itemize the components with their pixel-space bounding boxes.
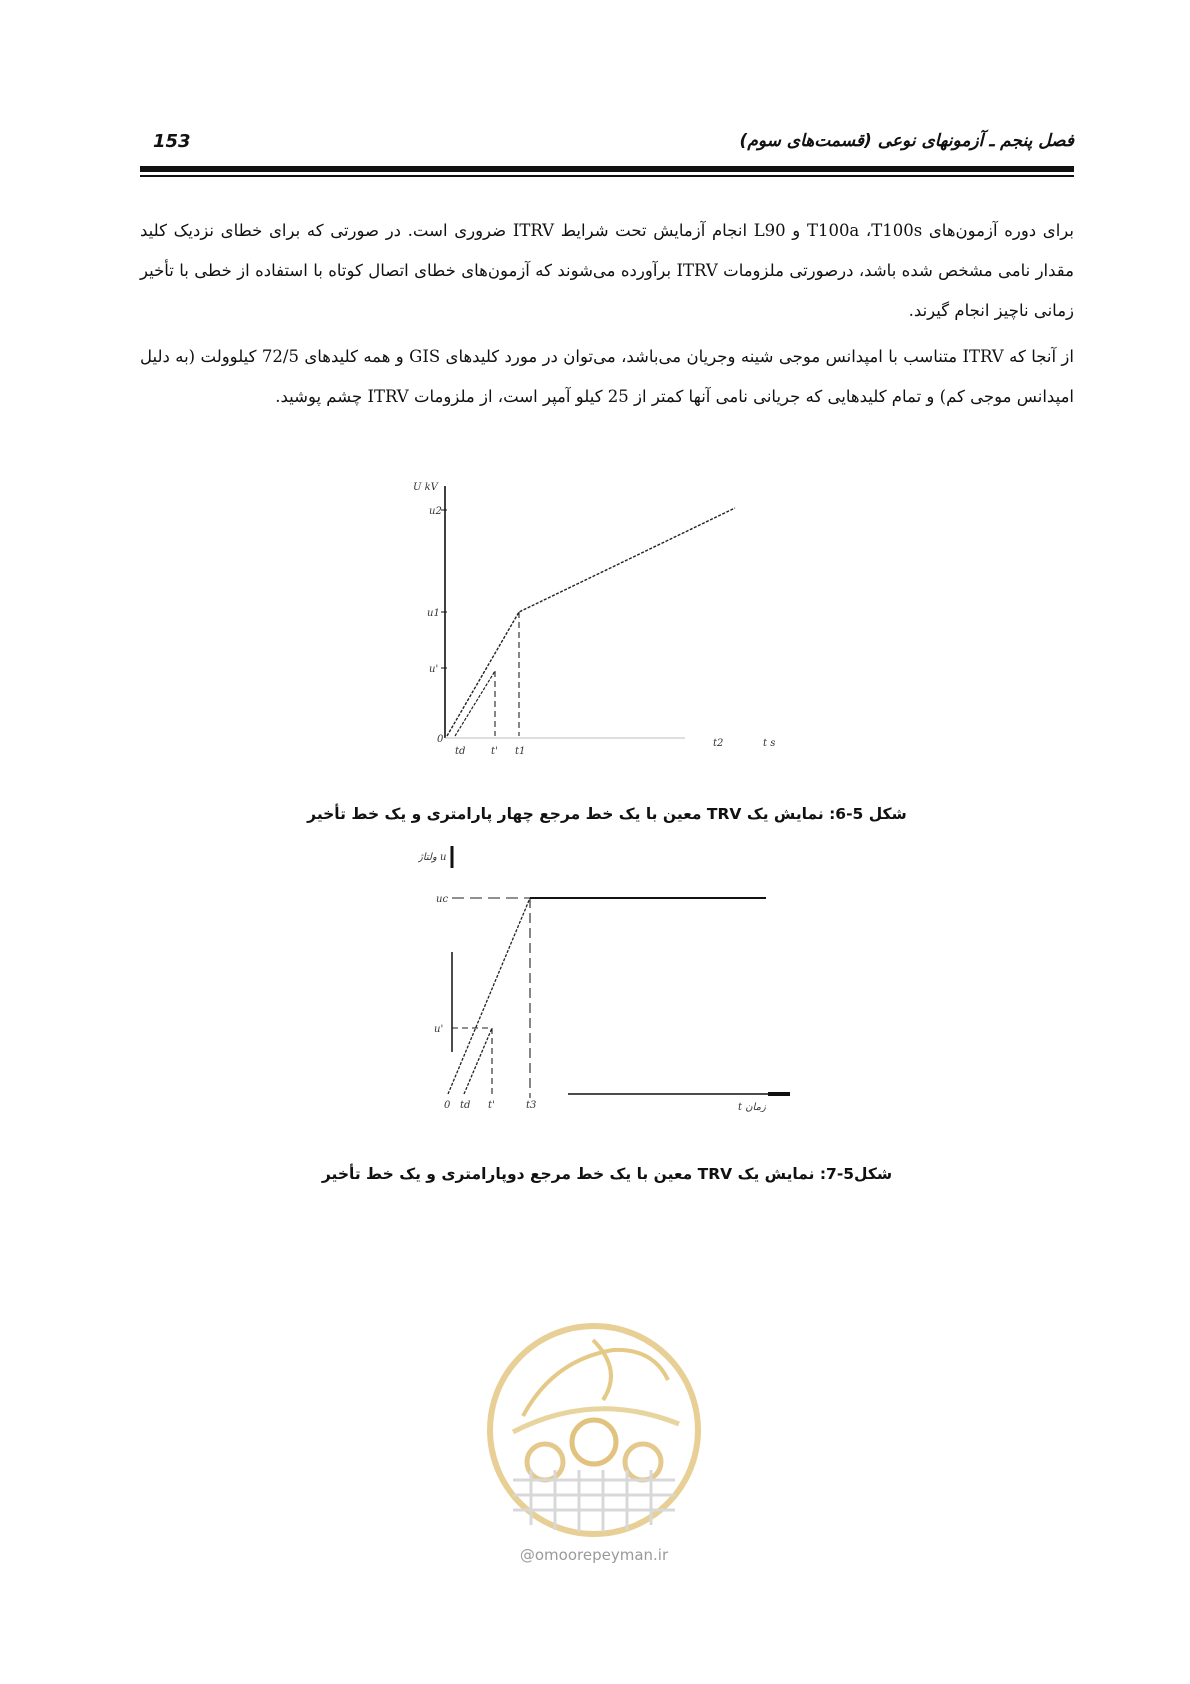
figure-four-parameter-trv: [405, 478, 825, 758]
label-t2: t2: [713, 738, 724, 749]
label-uc: uc: [436, 894, 449, 905]
label-t3: t3: [526, 1100, 537, 1111]
paragraph-itrv-exemption: از آنجا که ITRV متناسب با امپدانس موجی شینه وجریان می‌باشد، می‌توان در مورد کلیدهای GIS و همه کلیدهای 72/5 کیلوولت (به دلیل امپدانس موجی کم) و تمام کلیدهایی که جریانی نامی آنها کمتر از 25 کیلو آمپر است، از ملزومات ITRV چشم پوشید.: [140, 347, 1074, 406]
x-axis-label: t s: [763, 738, 776, 749]
label-u-prime: u': [429, 664, 439, 675]
paragraph-itrv-tests: برای دوره آزمون‌های T100a ،T100s و L90 انجام آزمایش تحت شرایط ITRV ضروری است. در صورتی که برای خطای نزدیک کلید مقدار نامی مشخص شده باشد، درصورتی ملزومات ITRV برآورده می‌شوند که آزمون‌های خطای اتصال کوتاه با استفاده از خطی با تأخیر زمانی ناچیز انجام گیرند.: [140, 221, 1074, 320]
label-td: td: [455, 746, 466, 757]
page-number: 153: [153, 131, 191, 152]
y-axis-label: ولتاژ u: [418, 852, 447, 863]
label-t1: t1: [515, 746, 526, 757]
y-axis-label: U kV: [413, 482, 438, 493]
x-axis-label: t زمان: [738, 1102, 766, 1112]
label-u1: u1: [427, 608, 440, 619]
label-u2: u2: [429, 506, 442, 517]
reference-line: [448, 898, 530, 1094]
label-origin: 0: [444, 1100, 451, 1111]
label-origin: 0: [437, 734, 444, 745]
figure-caption-5-7: شکل5-7: نمایش یک TRV معین با یک خط مرجع دوپارامتری و یک خط تأخیر: [321, 1165, 893, 1183]
label-t-prime: t': [491, 746, 498, 757]
label-t-prime: t': [488, 1100, 495, 1111]
chapter-title: فصل پنجم ـ آزمونهای نوعی (قسمت‌های سوم): [739, 131, 1074, 151]
header-rule-thick: [140, 166, 1074, 172]
label-u-prime: u': [434, 1024, 444, 1035]
header-rule-thin: [140, 175, 1074, 177]
figure-caption-5-6: شکل 5-6: نمایش یک TRV معین با یک خط مرجع چهار پارامتری و یک خط تأخیر: [307, 805, 907, 823]
delay-line: [464, 1028, 492, 1094]
reference-line: [447, 508, 735, 736]
label-td: td: [460, 1100, 471, 1111]
watermark-logo: [483, 1320, 705, 1540]
delay-line: [455, 671, 495, 736]
figure-two-parameter-trv: [418, 842, 818, 1112]
watermark-url: @omoorepeyman.ir: [519, 1546, 669, 1564]
